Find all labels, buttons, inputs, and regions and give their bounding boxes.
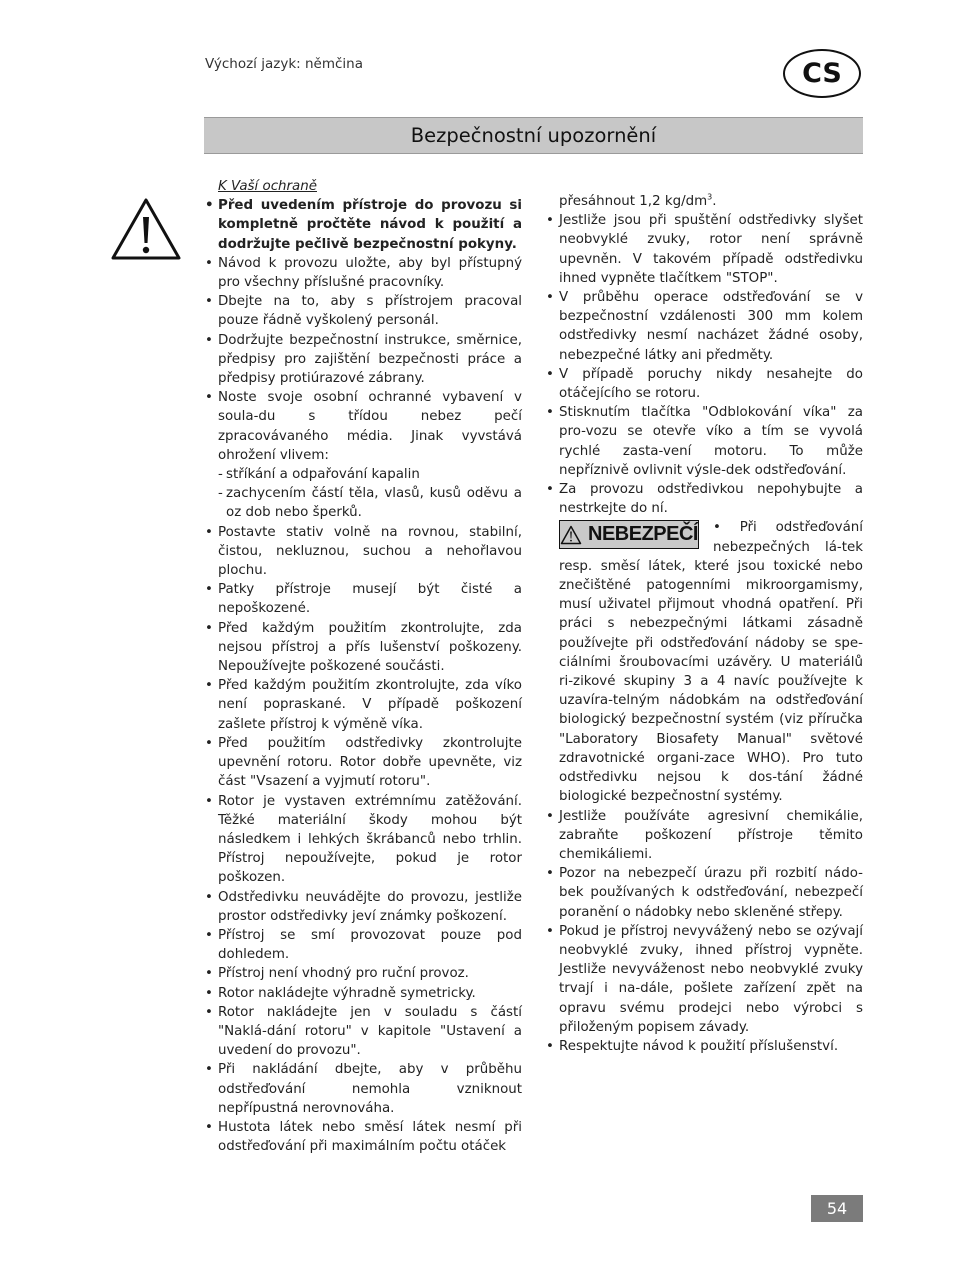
section-title: Bezpečnostní upozornění xyxy=(204,117,863,154)
continued-text-main: přesáhnout 1,2 kg/dm xyxy=(559,194,708,209)
list-item: • V případě poruchy nikdy nesahejte do otáčejícího se rotoru. xyxy=(546,365,863,403)
list-item: • Rotor je vystaven extrémnímu zatěžování. Těžké materiální škody mohou být následkem i lehkých škrábanců nebo trhlin. Přístroj nepoužívejte, pokud je rotor poškozen. xyxy=(205,792,522,888)
language-badge: CS xyxy=(783,49,861,98)
list-item: • Před každým použitím zkontrolujte, zda nejsou přístroj a přís lušenství poškozeny. Nepoužívejte poškozené součásti. xyxy=(205,619,522,677)
page-number: 54 xyxy=(811,1195,863,1222)
list-item: • Hustota látek nebo směsí látek nesmí při odstřeďování při maximálním počtu otáček xyxy=(205,1118,522,1156)
list-item: • Návod k provozu uložte, aby byl přístupný pro všechny příslušné pracovníky. xyxy=(205,254,522,292)
list-item: • Pozor na nebezpečí úrazu při rozbití nádo-bek používaných k odstřeďování, nebezpečí poranění o nádobky nebo skleněné střepy. xyxy=(546,864,863,922)
list-item: • Při nakládání dbejte, aby v průběhu odstřeďování nemohla vzniknout nepřípustná nerovnováha. xyxy=(205,1060,522,1118)
continued-text xyxy=(546,192,863,211)
right-column xyxy=(546,192,863,1056)
left-column xyxy=(205,177,522,1156)
warning-triangle-icon xyxy=(560,525,582,545)
list-item: • Jestliže jsou při spuštění odstředivky slyšet neobvyklé zvuky, rotor není správně upevněn. V takovém případě odstředivku ihned vypněte tlačítkem "STOP". xyxy=(546,211,863,288)
language-note: Výchozí jazyk: němčina xyxy=(205,56,363,72)
list-item: • Odstředivku neuvádějte do provozu, jestliže prostor odstředivky jeví známky poškození. xyxy=(205,888,522,926)
list-item: • Postavte stativ volně na rovnou, stabilní, čistou, nekluznou, suchou a nehořlavou plochu. xyxy=(205,523,522,581)
list-item: • Před každým použitím zkontrolujte, zda víko není popraskané. V případě poškození zašlete přístroj k výměně víka. xyxy=(205,676,522,734)
list-item: • Respektujte návod k použití příslušenství. xyxy=(546,1037,863,1056)
list-item: • Pokud je přístroj nevyvážený nebo se ozývají neobvyklé zvuky, ihned přístroj vypněte. Jestliže nevyváženost nebo neobvyklé zvuky trvají i na-dále, pošlete zařízení zpět na opravu svému prodejci nebo výrobci s přiloženým popisem závady. xyxy=(546,922,863,1037)
list-item: • Přístroj není vhodný pro ruční provoz. xyxy=(205,964,522,983)
list-item: • Za provozu odstředivkou nepohybujte a nestrkejte do ní. xyxy=(546,480,863,518)
list-item: • Před použitím odstředivky zkontrolujte upevnění rotoru. Rotor dobře upevněte, viz část "Vsazení a vyjmutí rotoru". xyxy=(205,734,522,792)
warning-triangle-icon xyxy=(110,197,182,261)
list-item: • Stisknutím tlačítka "Odblokování víka" za pro-vozu se otevře víko a tím se vyvolá rychlé zasta-vení motoru. To může nepříznivě ovlivnit výsle-dek odstřeďování. xyxy=(546,403,863,480)
superscript-three: 3 xyxy=(707,192,713,202)
list-item: • Rotor nakládejte výhradně symetricky. xyxy=(205,984,522,1003)
list-item: • Dbejte na to, aby s přístrojem pracoval pouze řádně vyškolený personál. xyxy=(205,292,522,330)
subheading-your-protection: K Vaší ochraně xyxy=(218,179,317,194)
sub-list-item: - zachycením částí těla, vlasů, kusů oděvu a oz dob nebo šperků. xyxy=(205,484,522,522)
list-item: • Před uvedením přístroje do provozu si kompletně pročtěte návod k použití a dodržujte pečlivě bezpečnostní pokyny. xyxy=(205,196,522,254)
list-item: • Dodržujte bezpečnostní instrukce, směrnice, předpisy pro zajištění bezpečnosti práce a předpisy protiúrazové zábrany. xyxy=(205,331,522,389)
danger-text: • Při odstřeďování nebezpečných lá-tek resp. směsí látek, které jsou toxické nebo znečištěné patogenními mikroorgamismy, musí uživatel přijmout vhodná opatření. Při práci s nebezpečnými látkami zásadně používejte při odstřeďování nádoby se spe-ciálními šroubovacími uzávěry. U materiálů ri-zikové skupiny 3 a 4 navíc používejte k uzavíra-telným nádobkám na odstřeďování biologický bezpečnostní systém (viz příručka "Laboratory Biosafety Manual" světové zdravotnické organi-zace WHO). Pro tuto odstředivku nejsou k dos-tání žádné biologické bezpečnostní systémy. xyxy=(559,520,863,805)
sub-list-item: - stříkání a odpařování kapalin xyxy=(205,465,522,484)
list-item: • Přístroj se smí provozovat pouze pod dohledem. xyxy=(205,926,522,964)
danger-badge xyxy=(559,520,699,549)
list-item: • Jestliže používáte agresivní chemikálie, zabraňte poškození přístroje těmito chemikáliemi. xyxy=(546,807,863,865)
list-item: • Rotor nakládejte jen v souladu s částí "Naklá-dání rotoru" v kapitole "Ustavení a uvedení do provozu". xyxy=(205,1003,522,1061)
list-item: • Patky přístroje musejí být čisté a nepoškozené. xyxy=(205,580,522,618)
danger-block xyxy=(546,518,863,806)
list-item: • Noste svoje osobní ochranné vybavení v soula-du s třídou nebez pečí zpracovávaného média. Jinak vyvstává ohrožení vlivem: xyxy=(205,388,522,465)
continued-text-end: . xyxy=(712,194,717,209)
danger-label: NEBEZPEČÍ xyxy=(588,523,698,546)
list-item: • V průběhu operace odstřeďování se v bezpečnostní vzdálenosti 300 mm kolem odstředivky nesmí nacházet žádné osoby, nebezpečné látky ani předměty. xyxy=(546,288,863,365)
